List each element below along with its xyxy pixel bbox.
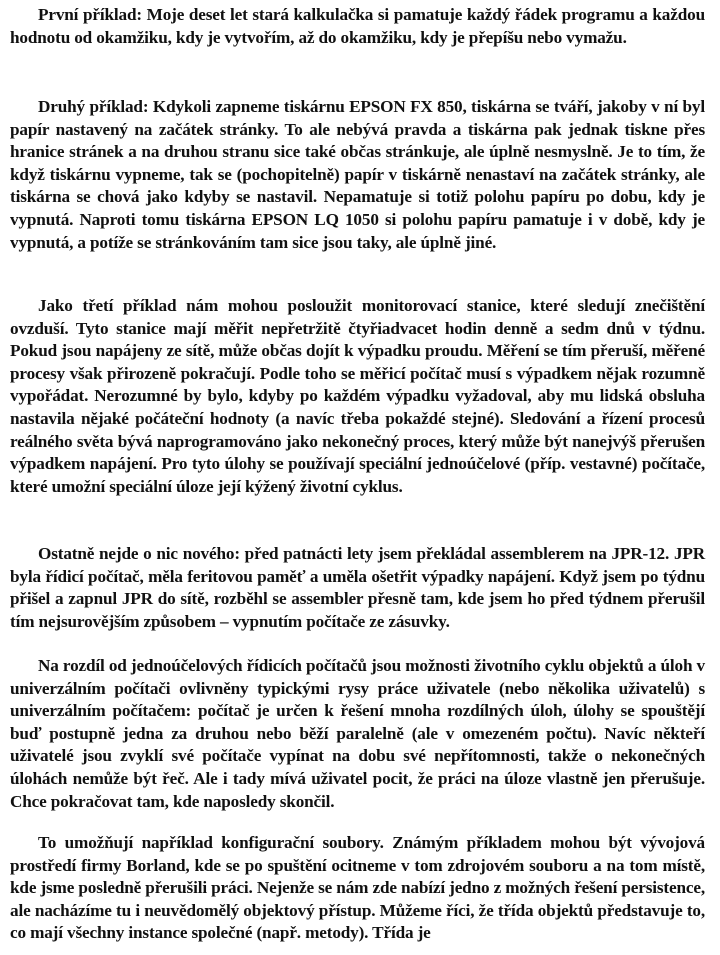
paragraph-calculator-example: První příklad: Moje deset let stará kalkulačka si pamatuje každý řádek programu a každou hodnotu od okamžiku, kdy je vytvořím, až do okamžiku, kdy je přepíšu nebo vymažu.	[10, 5, 705, 47]
paragraph-monitoring-stations-example: Jako třetí příklad nám mohou posloužit monitorovací stanice, které sledují znečištění ovzduší. Tyto stanice mají měřit nepřetržitě čtyřiadvacet hodin denně a sedm dnů v týdnu. Pokud jsou napájeny ze sítě, může občas dojít k výpadku proudu. Měření se tím přeruší, měřené procesy však přirozeně pokračují. Podle toho se měřicí počítač musí s výpadkem nějak rozumně vypořádat. Nerozumné by bylo, kdyby po každém výpadku vyžadoval, aby mu lidská obsluha nastavila nějaké počáteční hodnoty (a navíc třeba pokaždé stejné). Sledování a řízení procesů reálného světa bývá naprogramováno jako nekonečný proces, který může být nanejvýš přerušen výpadkem napájení. Pro tyto úlohy se používají speciální jednoúčelové (příp. vestavné) počítače, které umožní speciální úloze její kýžený životní cyklus.	[10, 296, 705, 496]
paragraph-configuration-files: To umožňují například konfigurační soubory. Známým příkladem mohou být vývojová prostředí firmy Borland, kde se po spuštění ocitneme v tom zdrojovém souboru a na tom místě, kde jsme posledně přerušili práci. Nejenže se nám zde nabízí jedno z možných řešení persistence, ale nacházíme tu i neuvědomělý objektový přístup. Můžeme říci, že třída objektů představuje to, co mají všechny instance společné (např. metody). Třída je	[10, 833, 705, 943]
paragraph-printer-example: Druhý příklad: Kdykoli zapneme tiskárnu EPSON FX 850, tiskárna se tváří, jakoby v ní byl papír nastavený na začátek stránky. To ale nebývá pravda a tiskárna pak jednak tiskne přes hranice stránek a na druhou stranu sice také občas stránkuje, ale úplně nesmyslně. Je to tím, že když tiskárnu vypneme, tak se (pochopitelně) papír v tiskárně nenastaví na začátek stránky, ale tiskárna se chová jako kdyby se nastavil. Nepamatuje si totiž polohu papíru po dobu, kdy je vypnutá. Naproti tomu tiskárna EPSON LQ 1050 si polohu papíru pamatuje i v době, kdy je vypnutá, a potíže se stránkováním tam sice jsou taky, ale úplně jiné.	[10, 97, 705, 252]
paragraph-jpr-example: Ostatně nejde o nic nového: před patnácti lety jsem překládal assemblerem na JPR-12. JPR byla řídicí počítač, měla feritovou paměť a uměla ošetřit výpadky napájení. Když jsem po týdnu přišel a zapnul JPR do sítě, rozběhl se assembler přesně tam, kde jsem ho před týdnem přerušil tím nejsurovějším způsobem – vypnutím počítače ze zásuvky.	[10, 544, 705, 631]
paragraph-universal-computer: Na rozdíl od jednoúčelových řídicích počítačů jsou možnosti životního cyklu objektů a úloh v univerzálním počítači ovlivněny typickými rysy práce uživatele (nebo několika uživatelů) s univerzálním počítačem: počítač je určen k řešení mnoha rozdílných úloh, úlohy se spouštějí buď postupně jedna za druhou nebo běží paralelně (ale v omezeném počtu). Navíc někteří uživatelé jsou zvyklí své počítače vypínat na dobu své nepřítomnosti, takže o nekonečných úlohách nemůže být řeč. Ale i tady mívá uživatel pocit, že práci na úloze vlastně jen přerušuje. Chce pokračovat tam, kde naposledy skončil.	[10, 656, 705, 811]
